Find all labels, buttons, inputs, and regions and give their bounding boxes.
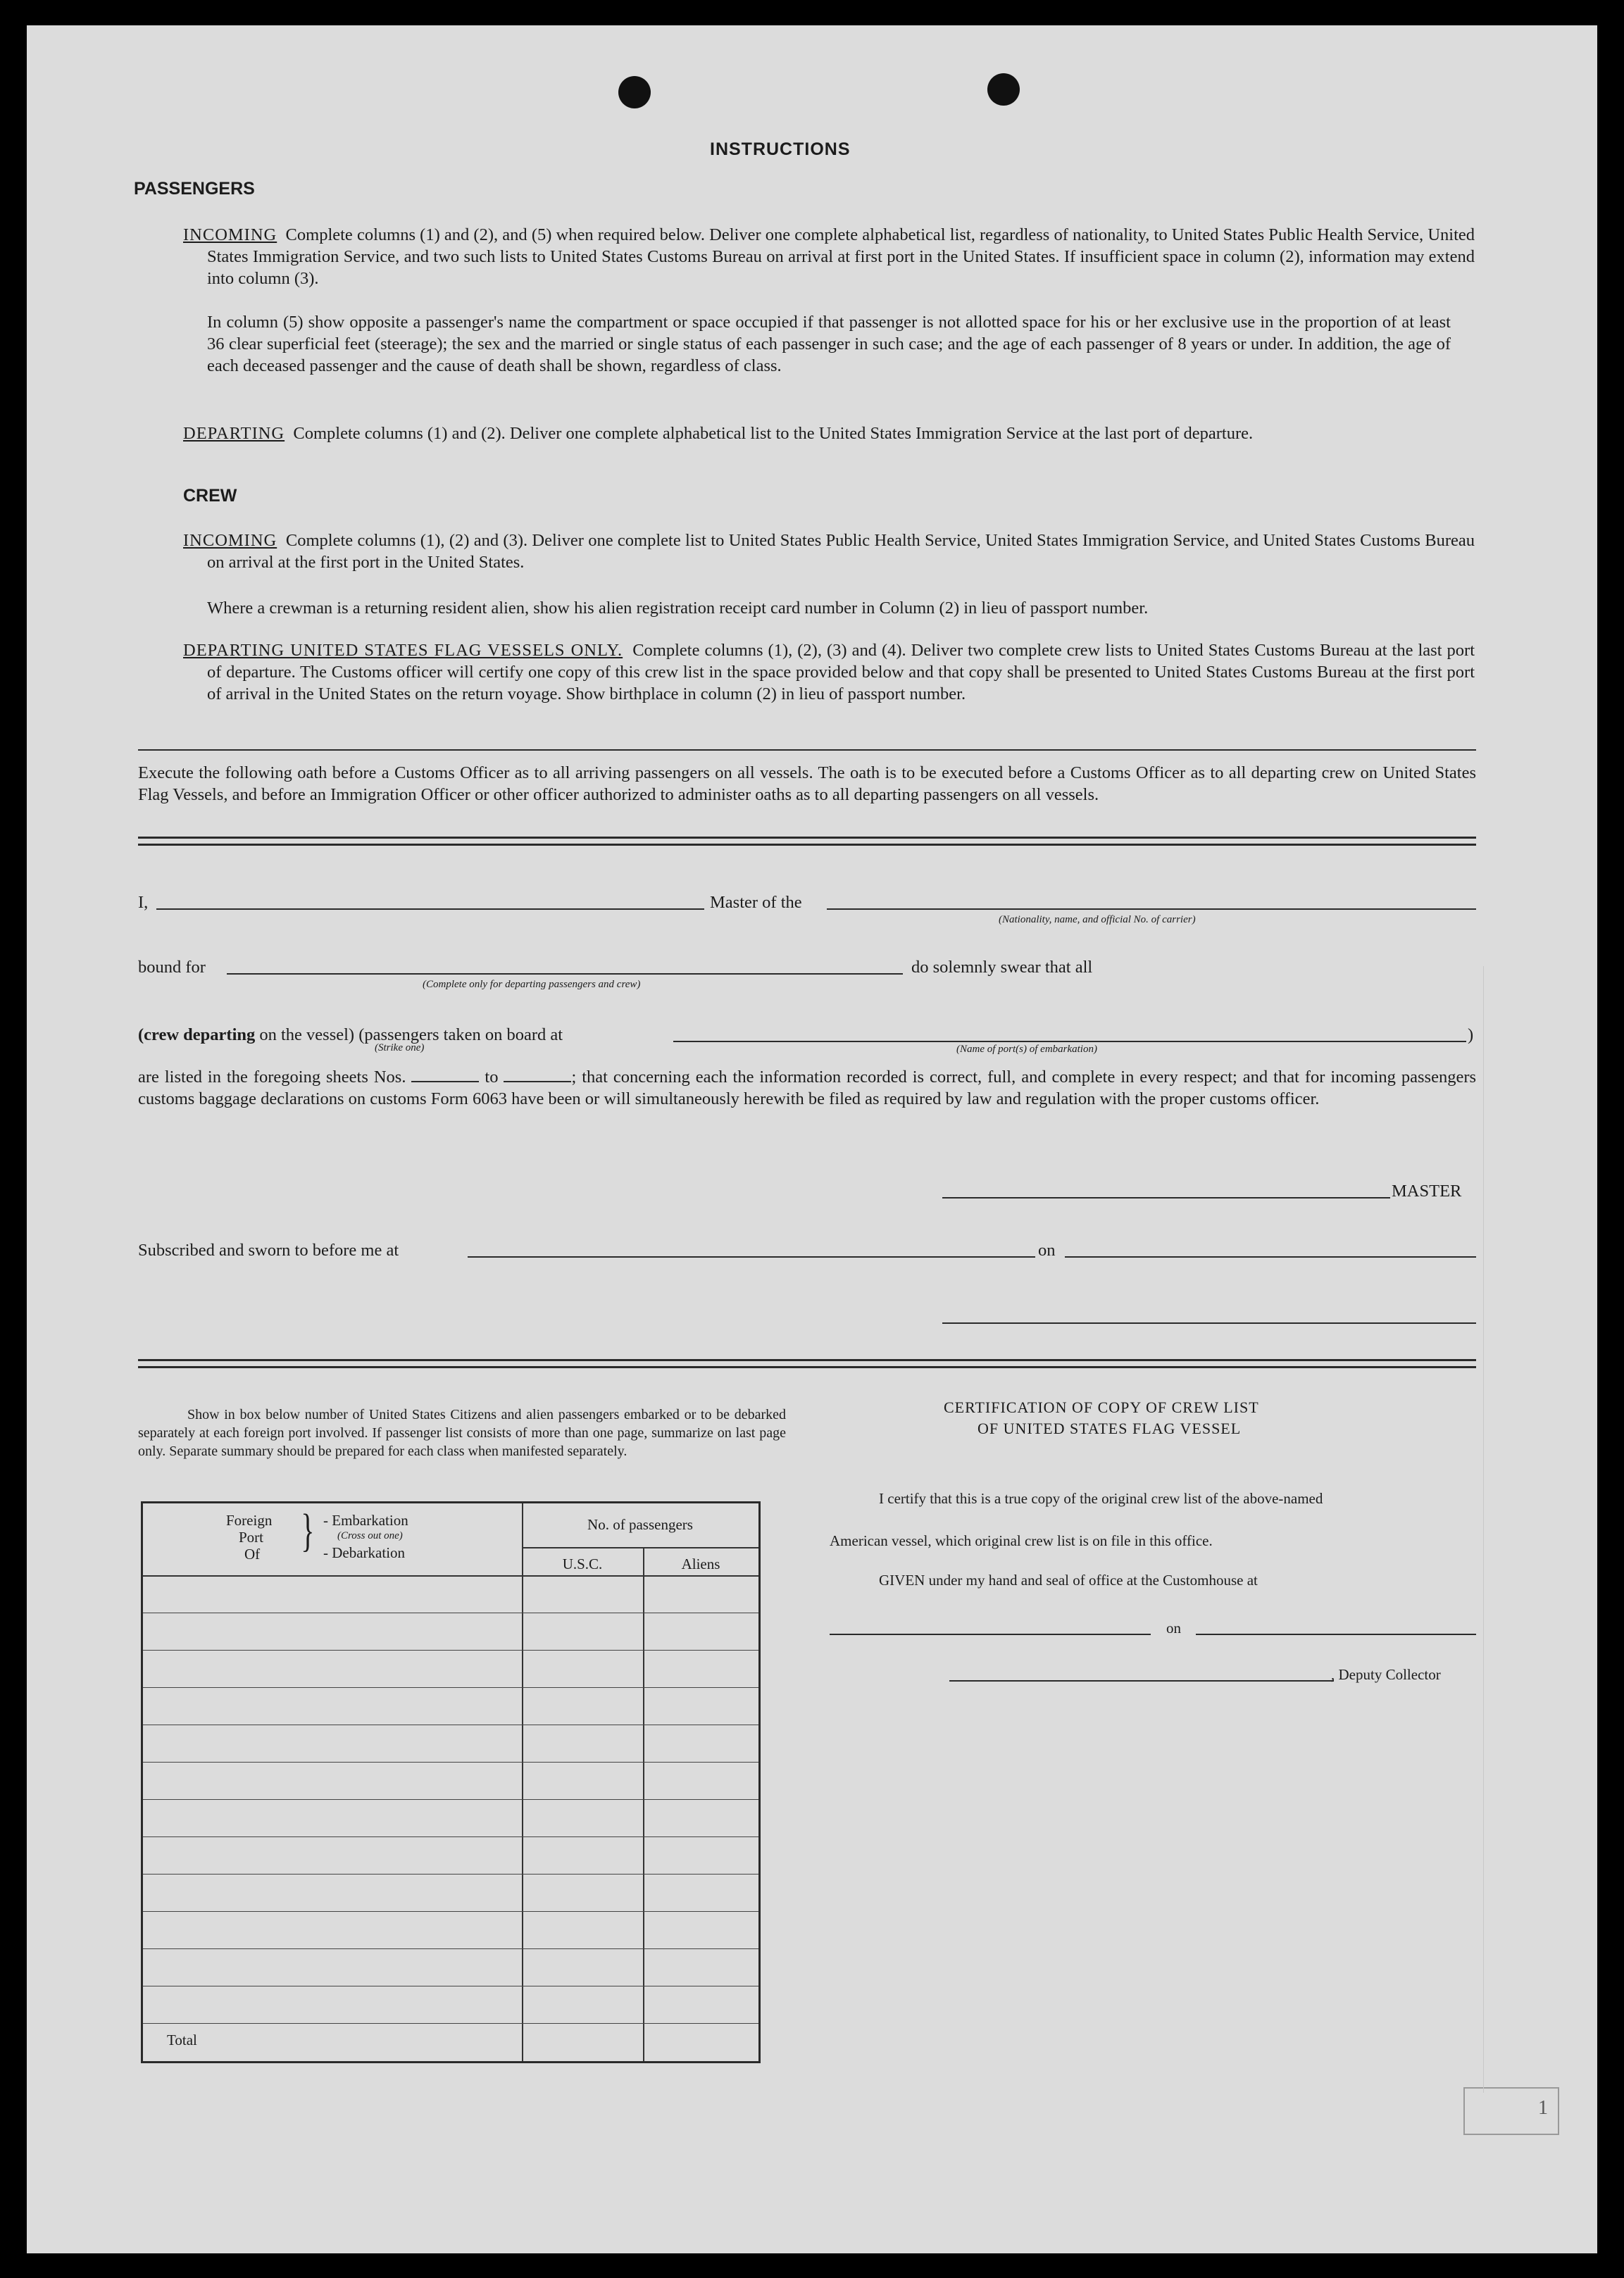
crew-heading: CREW [183,486,237,506]
table-row[interactable] [143,1650,758,1651]
cert-title-2: OF UNITED STATES FLAG VESSEL [977,1420,1242,1437]
passengers-incoming-paragraph [183,224,1475,289]
crew-resident-paragraph: Where a crewman is a returning resident alien, show his alien registration receipt card number in Column (2) in lieu of passport number. [207,599,1149,618]
sworn-date-field[interactable] [1065,1256,1476,1258]
oath-intro: Execute the following oath before a Customs Officer as to all arriving passengers on all vessels. The oath is to be executed before a Customs Officer as to all departing crew on United States Flag Vessels, and before an Immigration Officer or other officer authorized to administer oaths as to all departing passengers on all vessels. [138,763,1476,804]
table-row[interactable] [143,2023,758,2024]
table-subheader-rule [522,1547,758,1548]
sworn-place-field[interactable] [468,1256,1058,1258]
passengers-departing-text: Complete columns (1) and (2). Deliver one complete alphabetical list to the United States Immigration Service at the last port of departure. [293,424,1254,443]
table-row[interactable] [143,1948,758,1949]
cert-on-label: on [1166,1620,1181,1636]
table-row[interactable] [143,1687,758,1688]
brace-icon: } [301,1505,315,1556]
table-row[interactable] [143,1874,758,1875]
aliens-header: Aliens [681,1556,720,1572]
no-passengers-header: No. of passengers [587,1516,693,1533]
table-col-divider-2 [643,1547,644,2061]
complete-caption: (Complete only for departing passengers and crew) [423,979,641,990]
cert-date-field[interactable] [1196,1634,1476,1635]
crew-departing-label: DEPARTING UNITED STATES FLAG VESSELS ONLY. [183,641,623,660]
passengers-departing-label: DEPARTING [183,424,285,443]
punch-hole-right [987,73,1020,106]
oath-i-label: I, [138,893,149,912]
double-rule-top [138,837,1476,839]
total-label: Total [167,2032,197,2048]
sheets-paragraph [138,1066,1476,1110]
cert-given: GIVEN under my hand and seal of office at the Customhouse at [879,1572,1258,1589]
cert-title-1: CERTIFICATION OF COPY OF CREW LIST [944,1398,1259,1416]
embarkation-port-field[interactable] [673,1041,1466,1042]
sheets-text-b: ; that concerning each the information recorded is correct, full, and complete in every respect; and that for incoming passengers customs baggage declarations on customs Form 6063 have been or will simultaneously herewith be filed as required by law and regulation with the proper customs officer. [138,1068,1477,1108]
cert-text-2: American vessel, which original crew list is on file in this office. [830,1532,1213,1549]
col-foreign: Foreign [226,1512,273,1529]
page-number-box [1463,2087,1559,2135]
table-col-divider-1 [522,1503,523,2061]
bound-for-label: bound for [138,958,206,977]
row-number-ghost [1483,966,1491,2093]
strike-caption: (Strike one) [375,1042,425,1053]
nationality-caption: (Nationality, name, and official No. of carrier) [999,914,1196,925]
sheets-to-label: to [485,1068,499,1087]
embarkation-label: - Embarkation [323,1512,408,1529]
sworn-on-label: on [1035,1239,1058,1261]
master-signature-field[interactable] [942,1197,1390,1199]
master-name-field[interactable] [156,908,704,910]
master-label: MASTER [1392,1182,1462,1201]
double-rule-bottom [138,844,1476,846]
crew-departing-text: Complete columns (1), (2), (3) and (4). Deliver two complete crew lists to United States Customs Bureau at the last port of departure. The Customs officer will certify one copy of this crew list in the space provided below and that copy shall be presented to United States Customs Bureau at the first port of arrival in the United States on the return voyage. Show birthplace in column (2) in lieu of passport number. [207,641,1475,703]
subscribed-label: Subscribed and sworn to before me at [138,1241,399,1260]
cert-text-1: I certify that this is a true copy of the original crew list of the above-named [879,1490,1323,1507]
crew-incoming-label: INCOMING [183,531,277,550]
col-port: Port [239,1529,264,1546]
vessel-label: on the vessel) [259,1025,355,1044]
rule-after-instructions [138,749,1476,751]
summary-note: Show in box below number of United States Citizens and alien passengers embarked or to be debarked separately at each foreign port involved. If passenger list consists of more than one page, summarize on last page only. Separate summary should be prepared for each class when manifested separately. [138,1407,786,1459]
double-rule-2-top [138,1359,1476,1361]
form-sheet [27,25,1597,2253]
ports-caption: (Name of port(s) of embarkation) [956,1044,1097,1055]
passengers-taken-label: (passengers taken on board at [358,1025,563,1044]
punch-hole-left [618,76,651,108]
customhouse-field[interactable] [830,1634,1151,1635]
crew-incoming-text: Complete columns (1), (2) and (3). Deliver one complete list to United States Public Health Service, United States Immigration Service, and United States Customs Bureau on arrival at the first port in the United States. [207,531,1475,572]
col-of: Of [244,1546,261,1563]
crew-incoming-paragraph [183,530,1475,573]
carrier-field[interactable] [827,908,1476,910]
sheets-text-a: are listed in the foregoing sheets Nos. [138,1068,406,1087]
table-row[interactable] [143,1836,758,1837]
summary-table [141,1501,761,2063]
double-rule-2-bottom [138,1366,1476,1368]
passengers-heading: PASSENGERS [134,179,255,199]
crew-passengers-line [138,1024,563,1046]
close-paren: ) [1468,1025,1474,1044]
sheets-from-field[interactable] [411,1068,479,1082]
table-header-rule [143,1575,758,1577]
deputy-signature-field[interactable] [949,1680,1334,1682]
instructions-title: INSTRUCTIONS [710,139,851,159]
debarkation-label: - Debarkation [323,1544,406,1561]
deputy-collector-label: , Deputy Collector [1331,1666,1441,1683]
crew-departing-label: (crew departing [138,1025,256,1044]
swear-label: do solemnly swear that all [911,958,1093,977]
passengers-incoming-label: INCOMING [183,225,277,244]
crew-departing-paragraph [183,639,1475,705]
passengers-incoming-text: Complete columns (1) and (2), and (5) when required below. Deliver one complete alphabetical list, regardless of nationality, to United States Public Health Service, United States Immigration Service, and two such lists to United States Customs Bureau on arrival at first port in the United States. If insufficient space in column (2), information may extend into column (3). [207,225,1475,288]
master-of-label: Master of the [710,893,802,912]
table-row[interactable] [143,1911,758,1912]
officer-signature-field[interactable] [942,1322,1476,1324]
table-row[interactable] [143,1762,758,1763]
sheets-to-field[interactable] [504,1068,571,1082]
passengers-column5-paragraph: In column (5) show opposite a passenger's name the compartment or space occupied if that passenger is not allotted space for his or her exclusive use in the proportion of at least 36 clear superficial feet (steerage); the sex and the married or single status of each passenger in such case; and the age of each passenger of 8 years or under. In addition, the age of each deceased passenger and the cause of death shall be shown, regardless of class. [207,313,1451,375]
bound-for-field[interactable] [227,973,903,975]
page-number: 1 [1538,2097,1548,2119]
usc-header: U.S.C. [562,1556,603,1572]
cross-out-caption: (Cross out one) [337,1530,403,1541]
table-row[interactable] [143,1799,758,1800]
passengers-departing-paragraph [183,423,1475,444]
